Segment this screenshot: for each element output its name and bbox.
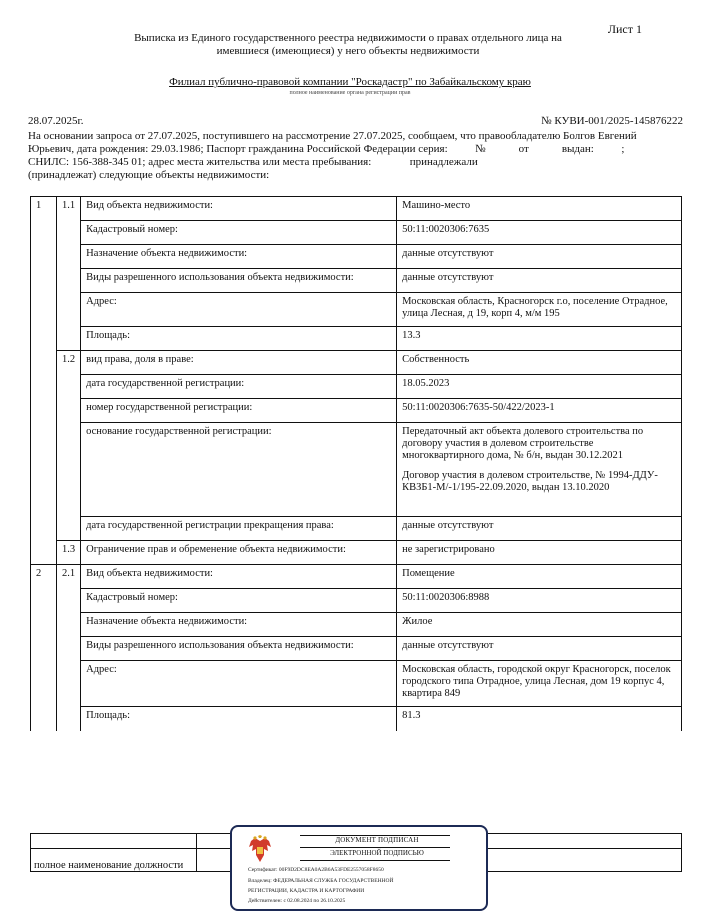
field-label: дата государственной регистрации: bbox=[81, 375, 397, 399]
field-label: Вид объекта недвижимости: bbox=[81, 565, 397, 589]
table-row bbox=[31, 613, 682, 637]
field-label: основание государственной регистрации: bbox=[81, 423, 397, 517]
objects-table bbox=[30, 196, 682, 731]
field-label: Назначение объекта недвижимости: bbox=[81, 613, 397, 637]
field-value: Помещение bbox=[397, 565, 682, 589]
table-row bbox=[31, 293, 682, 327]
field-label: дата государственной регистрации прекращения права: bbox=[81, 517, 397, 541]
field-value: Машино-место bbox=[397, 197, 682, 221]
basis-document: Передаточный акт объекта долевого строительства по договору участия в долевом строительстве многоквартирного дома, № б/н, выдан 30.12.2021 bbox=[402, 426, 644, 461]
table-row bbox=[31, 589, 682, 613]
field-value: данные отсутствуют bbox=[397, 637, 682, 661]
intro-line: Юрьевич, дата рождения: 29.03.1986; Паспорт гражданина Российской Федерации серия: № от выдан: ; bbox=[28, 143, 625, 155]
document-title: Выписка из Единого государственного реестра недвижимости о правах отдельного лица на имевшиеся (имеющиеся) у него объекты недвижимости bbox=[134, 32, 562, 57]
field-label: Площадь: bbox=[81, 327, 397, 351]
field-value: Собственность bbox=[397, 351, 682, 375]
field-value: Жилое bbox=[397, 613, 682, 637]
field-label: Адрес: bbox=[81, 293, 397, 327]
field-label: номер государственной регистрации: bbox=[81, 399, 397, 423]
document-number: № КУВИ-001/2025-145876222 bbox=[541, 115, 683, 127]
table-row bbox=[31, 351, 682, 375]
field-value: 50:11:0020306:7635 bbox=[397, 221, 682, 245]
table-row bbox=[31, 707, 682, 731]
intro-line: СНИЛС: 156-388-345 01; адрес места жительства или места пребывания: принадлежали bbox=[28, 156, 478, 168]
table-row bbox=[31, 269, 682, 293]
field-value: 81.3 bbox=[397, 707, 682, 731]
field-value: 50:11:0020306:7635-50/422/2023-1 bbox=[397, 399, 682, 423]
table-row bbox=[31, 517, 682, 541]
field-label: вид права, доля в праве: bbox=[81, 351, 397, 375]
field-label: Ограничение прав и обременение объекта недвижимости: bbox=[81, 541, 397, 565]
certificate-owner: РЕГИСТРАЦИИ, КАДАСТРА И КАРТОГРАФИИ bbox=[248, 888, 365, 894]
intro-line: (принадлежат) следующие объекты недвижимости: bbox=[28, 169, 270, 181]
document-date: 28.07.2025г. bbox=[28, 115, 84, 127]
table-row bbox=[31, 375, 682, 399]
branch-caption: полное наименование органа регистрации прав bbox=[289, 90, 411, 96]
section-number: 1.3 bbox=[57, 541, 81, 565]
table-row bbox=[31, 661, 682, 707]
field-label: Вид объекта недвижимости: bbox=[81, 197, 397, 221]
intro-line: На основании запроса от 27.07.2025, поступившего на рассмотрение 27.07.2025, сообщаем, что правообладателю Болгов Евгений bbox=[28, 130, 637, 142]
registration-branch: Филиал публично-правовой компании "Роскадастр" по Забайкальскому краю bbox=[169, 76, 531, 88]
table-row bbox=[31, 399, 682, 423]
table-row bbox=[31, 221, 682, 245]
table-row bbox=[31, 541, 682, 565]
section-number: 1.1 bbox=[57, 197, 81, 221]
field-value: не зарегистрировано bbox=[397, 541, 682, 565]
stamp-subtitle: ЭЛЕКТРОННОЙ ПОДПИСЬЮ bbox=[330, 849, 424, 857]
table-row bbox=[31, 423, 682, 517]
certificate-validity: Действителен: с 02.08.2024 по 26.10.2025 bbox=[248, 898, 346, 904]
table-row bbox=[31, 327, 682, 351]
sheet-number: Лист 1 bbox=[607, 22, 642, 36]
field-value: данные отсутствуют bbox=[397, 269, 682, 293]
field-label: Кадастровый номер: bbox=[81, 221, 397, 245]
field-value: данные отсутствуют bbox=[397, 517, 682, 541]
section-number: 1.2 bbox=[57, 351, 81, 375]
field-value: Московская область, Красногорск г.о, поселение Отрадное, улица Лесная, д 19, корп 4, м/м 195 bbox=[397, 293, 682, 327]
field-value: 13.3 bbox=[397, 327, 682, 351]
section-number: 2.1 bbox=[57, 565, 81, 589]
field-label: Адрес: bbox=[81, 661, 397, 707]
field-value bbox=[397, 423, 682, 517]
table-row bbox=[31, 637, 682, 661]
certificate-owner: Владелец: ФЕДЕРАЛЬНАЯ СЛУЖБА ГОСУДАРСТВЕННОЙ bbox=[248, 878, 394, 884]
field-label: Виды разрешенного использования объекта недвижимости: bbox=[81, 269, 397, 293]
field-label: Площадь: bbox=[81, 707, 397, 731]
field-value: 50:11:0020306:8988 bbox=[397, 589, 682, 613]
certificate-number: Сертификат: 00F9D2DC8EA0A2B6A53FDE2557058F8650 bbox=[248, 867, 384, 873]
basis-document: Договор участия в долевом строительстве, № 1994-ДДУ-КВЗБ1-М/-1/195-22.09.2020, выдан 13.10.2020 bbox=[402, 470, 658, 493]
field-value: данные отсутствуют bbox=[397, 245, 682, 269]
table-row bbox=[31, 565, 682, 589]
table-row bbox=[31, 197, 682, 221]
electronic-signature-stamp bbox=[230, 825, 488, 911]
double-headed-eagle-emblem-icon bbox=[246, 835, 274, 865]
table-row bbox=[31, 245, 682, 269]
field-value: 18.05.2023 bbox=[397, 375, 682, 399]
stamp-title: ДОКУМЕНТ ПОДПИСАН bbox=[335, 836, 419, 844]
field-label: Кадастровый номер: bbox=[81, 589, 397, 613]
object-number: 2 bbox=[31, 565, 57, 589]
field-label: Виды разрешенного использования объекта недвижимости: bbox=[81, 637, 397, 661]
field-label: Назначение объекта недвижимости: bbox=[81, 245, 397, 269]
position-caption: полное наименование должности bbox=[31, 849, 197, 872]
intro-paragraph bbox=[28, 130, 684, 182]
object-number: 1 bbox=[31, 197, 57, 221]
field-value: Московская область, городской округ Красногорск, поселок городского типа Отрадное, улица Лесная, дом 19 корпус 4, квартира 849 bbox=[397, 661, 682, 707]
